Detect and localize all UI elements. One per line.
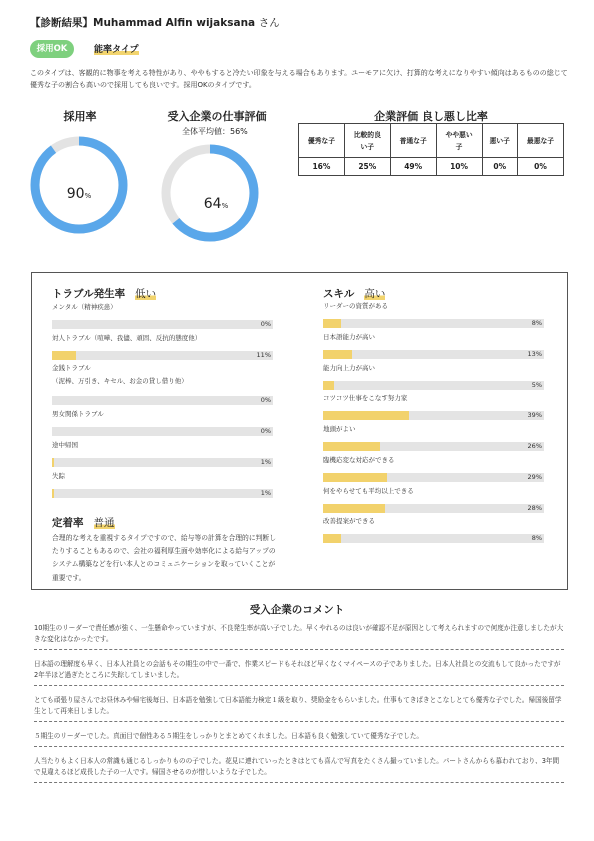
bar-value: 1% xyxy=(260,458,271,466)
bar-item xyxy=(323,517,544,543)
bar-label: 日本語能力が高い xyxy=(323,333,375,341)
bar-track xyxy=(52,320,273,329)
bar-fill xyxy=(323,381,334,390)
bar-value: 26% xyxy=(527,442,542,450)
comments-title: 受入企業のコメント xyxy=(249,604,345,616)
bar-item xyxy=(323,364,544,390)
bar-track xyxy=(323,350,544,359)
bar-fill xyxy=(52,489,54,498)
table-header-cell: 比較的良 い子 xyxy=(344,124,390,158)
bar-item xyxy=(323,394,544,420)
bar-value: 39% xyxy=(527,411,542,419)
job-eval-average: 全体平均値：56% xyxy=(182,127,248,136)
bar-label: 臨機応変な対応ができる xyxy=(323,456,395,464)
page-title xyxy=(30,15,280,30)
type-label: 能率タイプ xyxy=(94,45,139,55)
title-bracket: 【診断結果】 xyxy=(30,17,93,29)
comment-item: 人当たりもよく日本人の常識も通じるしっかりものの子でした。花見に連れていったときはとても喜んで写真をたくさん撮っていました。パートさんからも慕われており、3年間で見違えるほど成長した子の一人です。帰国させるのが惜しいような子でした。 xyxy=(34,756,564,783)
bar-item xyxy=(52,334,273,360)
hire-rate-arc xyxy=(35,141,123,229)
table-header-row xyxy=(299,124,564,158)
bar-item xyxy=(323,456,544,482)
bar-track xyxy=(323,411,544,420)
bar-item xyxy=(323,425,544,451)
bar-value: 8% xyxy=(531,534,542,542)
bar-item xyxy=(52,472,273,498)
bar-fill xyxy=(323,534,341,543)
comment-item: 10期生のリーダーで責任感が強く、一生懸命やっていますが、不良発生率が高い子でした。早くやれるのは良いが確認不足が原因として考えられますので何度か注意しましたが大きな変化はなかったです。 xyxy=(34,623,564,650)
bar-fill xyxy=(323,319,341,328)
hire-rate-title: 採用率 xyxy=(63,110,97,123)
bar-track xyxy=(52,427,273,436)
bar-item xyxy=(323,333,544,359)
bar-label: 途中帰国 xyxy=(52,441,78,449)
bar-label: 改善提案ができる xyxy=(323,517,375,525)
bar-item xyxy=(52,364,273,405)
hire-rate-value: 90% xyxy=(66,186,92,202)
teichaku-level: 普通 xyxy=(93,517,115,529)
bar-value: 1% xyxy=(260,489,271,497)
teichaku-text: 合理的な考えを重視するタイプですので、給与等の計算を合理的に判断したりすることもあるので、会社の福利厚生面や効率化による給与アップのシステム構築などを行い本人とのコミュニケーションを取っていくことが重要です。 xyxy=(52,534,277,582)
bar-fill xyxy=(52,351,76,360)
trouble-heading: トラブル発生率 低い xyxy=(52,288,157,300)
bar-label: 地頭がよい xyxy=(323,425,356,433)
bar-track xyxy=(323,319,544,328)
bar-value: 0% xyxy=(260,396,271,404)
bar-label: 失踪 xyxy=(52,472,65,480)
type-description: このタイプは、客観的に物事を考える特性があり、ややもすると冷たい印象を与える場合もあります。ユーモアに欠け、打算的な考えになりやすい傾向はあるものの総じて優秀な子の割合も高いので採用しても良いです。採用OKのタイプです。 xyxy=(30,69,568,89)
bar-track xyxy=(52,351,273,360)
bar-track xyxy=(323,473,544,482)
bar-track xyxy=(323,534,544,543)
bar-track xyxy=(323,381,544,390)
comment-item: とても頑張り屋さんでお昼休みや帰宅後毎日、日本語を勉強して日本語能力検定１級を取り、奨励金をもらいました。仕事もてきぱきとこなしとても優秀な子でした。帰国後留学生として再来日しました。 xyxy=(34,695,564,722)
bar-value: 0% xyxy=(260,427,271,435)
bar-item xyxy=(323,487,544,513)
table-cell: 49% xyxy=(390,158,436,176)
bar-label: 何をやらせても平均以上できる xyxy=(323,487,414,495)
table-value-row xyxy=(299,158,564,176)
hire-rate-donut xyxy=(29,135,129,235)
job-eval-value: 64% xyxy=(203,196,229,212)
bar-label: 能力向上力が高い xyxy=(323,364,375,372)
bar-item xyxy=(52,441,273,467)
bar-value: 5% xyxy=(531,381,542,389)
bar-item xyxy=(52,303,273,329)
bar-fill xyxy=(323,442,380,451)
table-cell: 25% xyxy=(344,158,390,176)
bar-label-sub: （泥棒、万引き、キセル、お金の貸し借り他） xyxy=(52,377,188,385)
bar-label: 対人トラブル（喧嘩、我儘、頑固、反抗的態度他） xyxy=(52,334,202,342)
bar-fill xyxy=(323,411,409,420)
bar-label: 男女関係トラブル xyxy=(52,410,104,418)
table-cell: 0% xyxy=(518,158,564,176)
bar-value: 29% xyxy=(527,473,542,481)
table-header-cell: 優秀な子 xyxy=(299,124,345,158)
bar-track xyxy=(323,442,544,451)
bar-track xyxy=(52,396,273,405)
teichaku-heading: 定着率 普通 xyxy=(52,517,115,529)
table-header-cell: 悪い子 xyxy=(482,124,518,158)
hire-ok-badge: 採用OK xyxy=(30,40,74,58)
job-eval-donut xyxy=(160,143,260,243)
bar-label: リーダーの資質がある xyxy=(323,302,388,310)
bar-label: メンタル（精神疾患） xyxy=(52,303,117,311)
table-cell: 10% xyxy=(436,158,482,176)
bar-item xyxy=(323,302,544,328)
job-eval-title: 受入企業の仕事評価 xyxy=(167,110,267,123)
bar-label: コツコツ仕事をこなす努力家 xyxy=(323,394,408,402)
bar-track xyxy=(323,504,544,513)
company-eval-title: 企業評価 良し悪し比率 xyxy=(374,110,488,123)
bar-label: 金銭トラブル xyxy=(52,364,91,372)
bar-fill xyxy=(323,504,385,513)
bar-item xyxy=(52,410,273,436)
bar-track xyxy=(52,489,273,498)
bar-fill xyxy=(323,473,387,482)
honorific: さん xyxy=(258,17,280,29)
comment-item: 日本語の理解度も早く、日本人社員との会話もその期生の中で一番で、作業スピードもそれほど早くなくマイペースの子でありました。日本人社員との交流もして良かったですが2年半ほど過ぎたところに失踪してしまいました。 xyxy=(34,659,564,686)
candidate-name: Muhammad Alfin wijaksana xyxy=(93,17,256,29)
bar-fill xyxy=(323,350,352,359)
table-cell: 16% xyxy=(299,158,345,176)
bar-fill xyxy=(52,458,54,467)
table-header-cell: 最悪な子 xyxy=(518,124,564,158)
company-eval-table xyxy=(298,123,564,176)
bar-value: 0% xyxy=(260,320,271,328)
bar-track xyxy=(52,458,273,467)
bar-value: 8% xyxy=(531,319,542,327)
table-header-cell: やや悪い 子 xyxy=(436,124,482,158)
comment-item: ５期生のリーダーでした。真面目で個性ある５期生をしっかりとまとめてくれました。日本語も良く勉強していて優秀な子でした。 xyxy=(34,731,564,747)
bar-value: 28% xyxy=(527,504,542,512)
table-header-cell: 普通な子 xyxy=(390,124,436,158)
trouble-level: 低い xyxy=(135,288,157,300)
bar-value: 13% xyxy=(527,350,542,358)
table-cell: 0% xyxy=(482,158,518,176)
bar-value: 11% xyxy=(256,351,271,359)
skill-heading: スキル 高い xyxy=(323,288,386,300)
skill-level: 高い xyxy=(364,288,386,300)
